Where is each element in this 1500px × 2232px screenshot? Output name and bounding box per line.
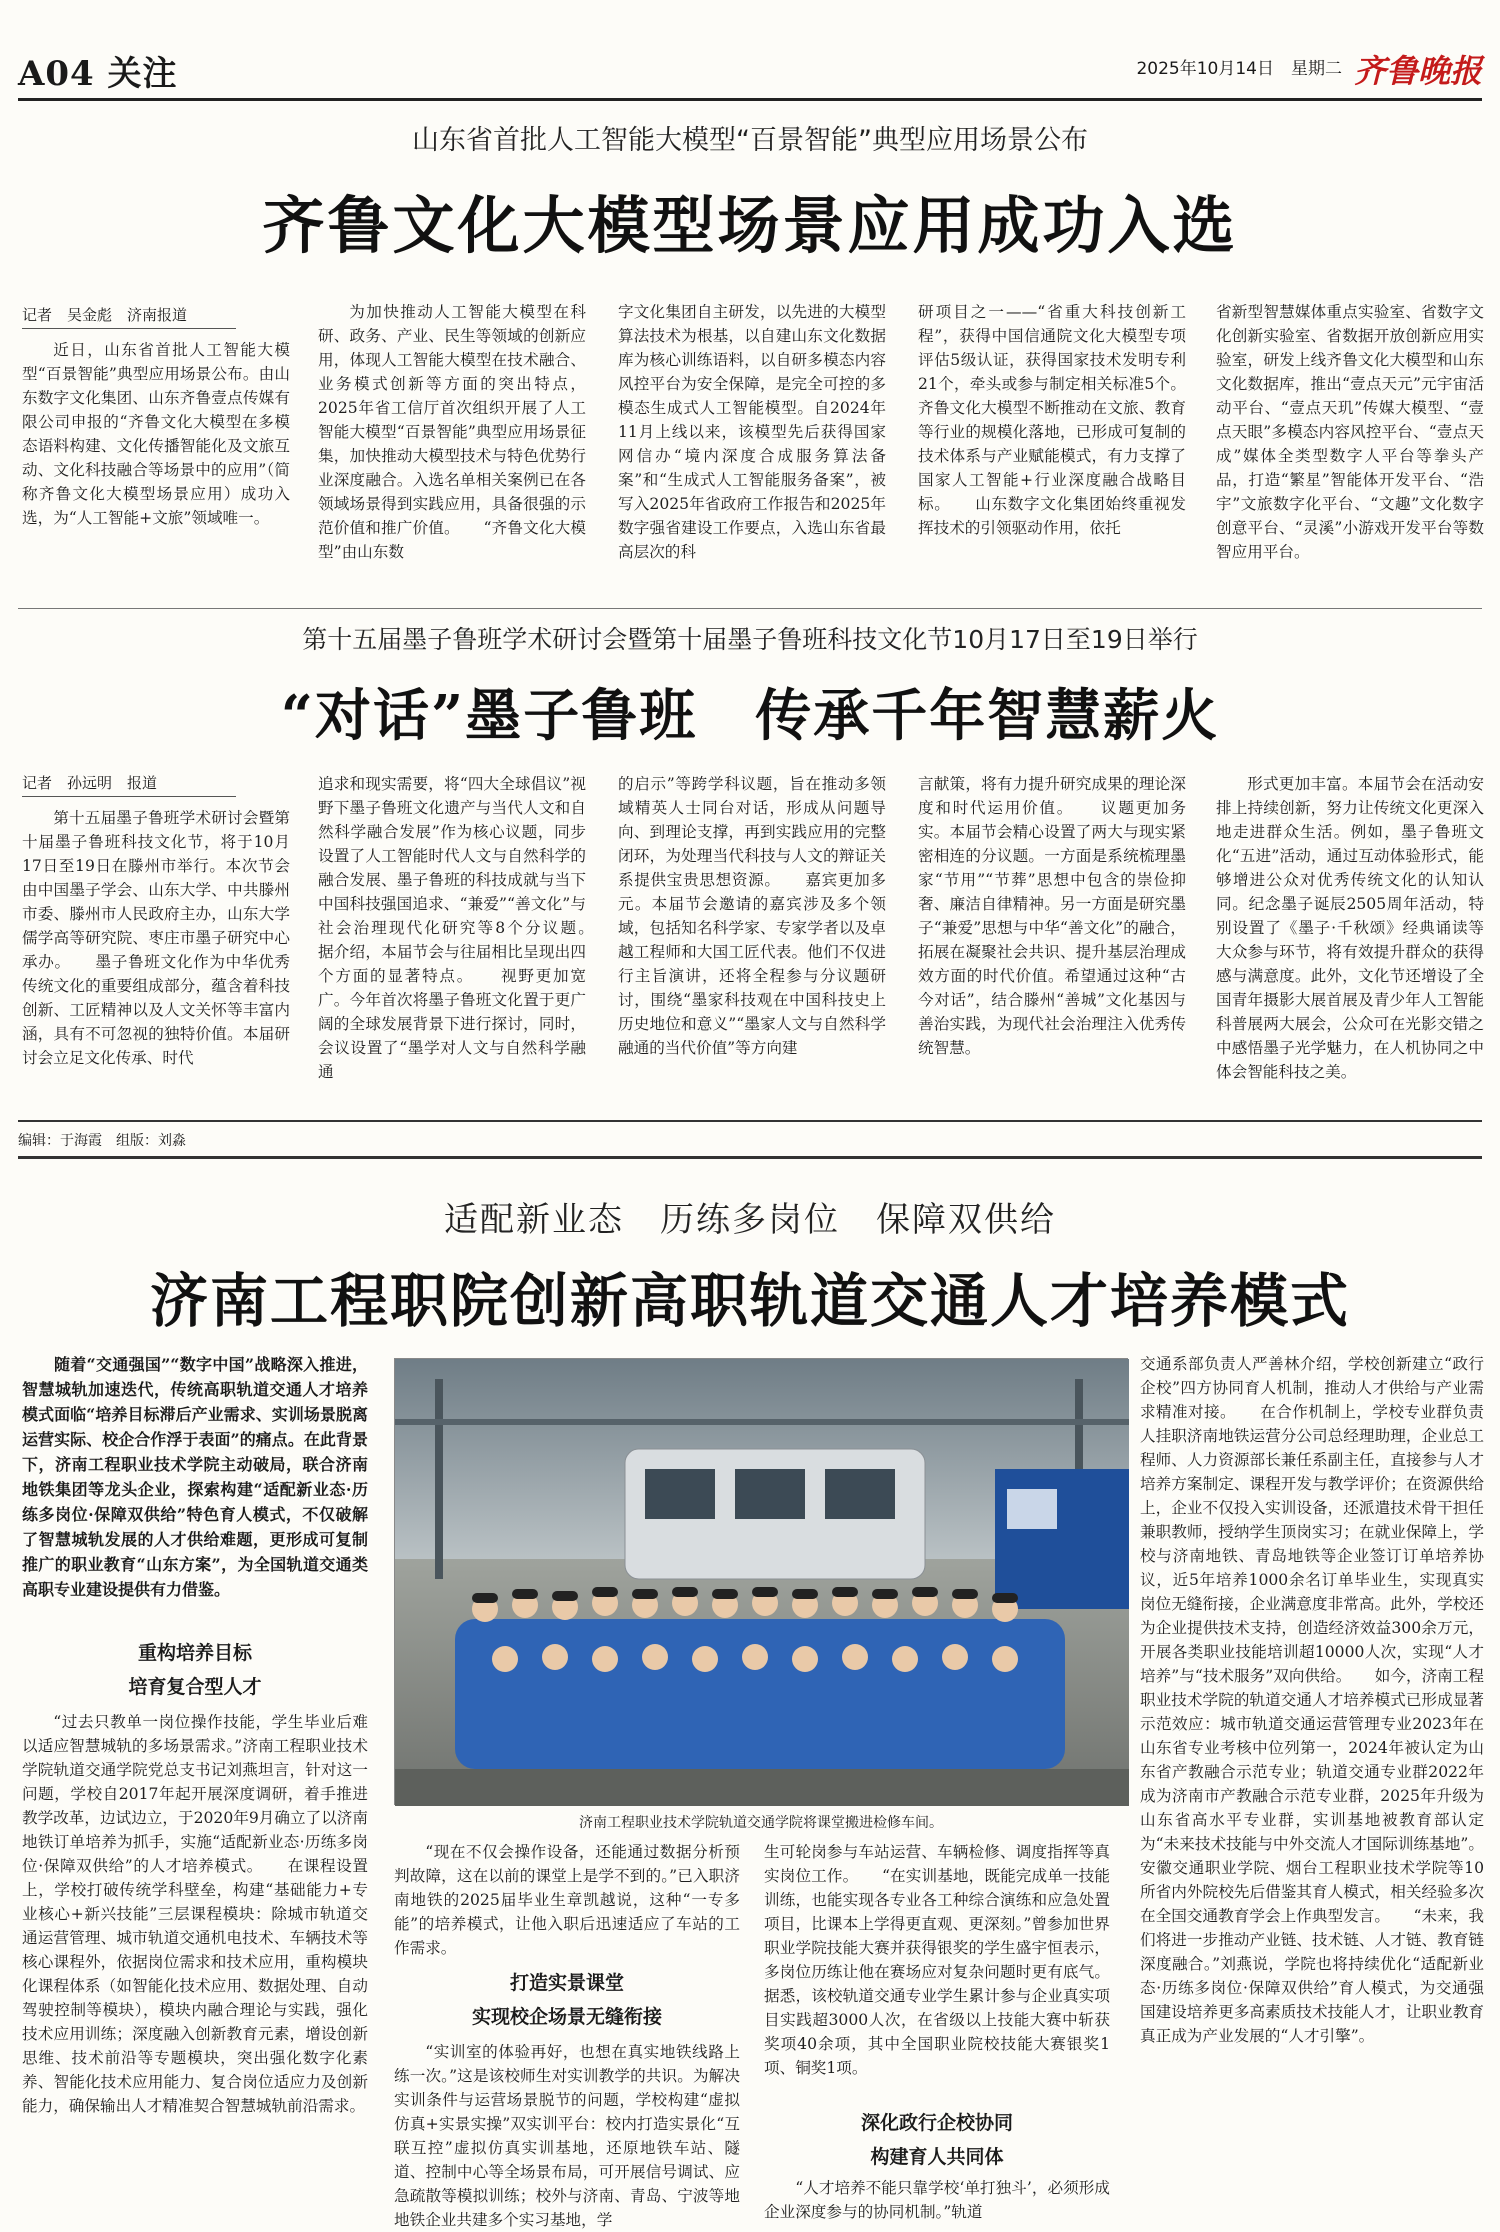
section-rule-2	[18, 1156, 1482, 1159]
section-3-line-1: 深化政行企校协同	[860, 2112, 1013, 2134]
section-1-line-2: 培育复合型人才	[128, 1676, 262, 1698]
story3-subtitle: 适配新业态 历练多岗位 保障双供给	[444, 1200, 1056, 1240]
section-3-line-2: 构建育人共同体	[870, 2146, 1004, 2168]
photo-caption: 济南工程职业技术学院轨道交通学院将课堂搬进检修车间。	[579, 1815, 943, 1831]
story1-column-4: 研项目之一——“省重大科技创新工程”，获得中国信通院文化大模型专项评估5级认证，获得国家技术发明专利21个，牵头或参与制定相关标准5个。齐鲁文化大模型不断推动在文旅、教育等行业的规模化落地，已形成可复制的技术体系与产业赋能模式，有力支撑了国家人工智能+行业深度融合战略目标。 山东数字文化集团始终重视发挥技术的引领驱动作用，依托	[918, 303, 1186, 537]
story2-subtitle: 第十五届墨子鲁班学术研讨会暨第十届墨子鲁班科技文化节10月17日至19日举行	[302, 625, 1198, 654]
story2-column-1: 第十五届墨子鲁班学术研讨会暨第十届墨子鲁班科技文化节，将于10月17日至19日在滕州市举行。本次节会由中国墨子学会、山东大学、中共滕州市委、滕州市人民政府主办，山东大学儒学高等研究院、枣庄市墨子研究中心承办。 墨子鲁班文化作为中华优秀传统文化的重要组成部分，蕴含着科技创新、工匠精神以及人文关怀等丰富内涵，具有不可忽视的独特价值。本届研讨会立足文化传承、时代	[22, 809, 290, 1067]
story3-column-c: 生可轮岗参与车站运营、车辆检修、调度指挥等真实岗位工作。 “在实训基地，既能完成单一技能训练，也能实现各专业各工种综合演练和应急处置项目，比课本上学得更直观、更深刻。”曾参加世界职业学院技能大赛并获得银奖的学生盛宇恒表示，多岗位历练让他在赛场应对复杂问题时更有底气。据悉，该校轨道交通专业学生累计参与企业真实项目实践超3000人次，在省级以上技能大赛中斩获奖项40余项，其中全国职业院校技能大赛银奖1项、铜奖1项。	[764, 1843, 1110, 2077]
story3-column-d: 交通系部负责人严善林介绍，学校创新建立“政行企校”四方协同育人机制，推动人才供给与产业需求精准对接。 在合作机制上，学校专业群负责人挂职济南地铁运营分公司总经理助理，企业总工程师、人力资源部长兼任系副主任，直接参与人才培养方案制定、课程开发与教学评价；在资源供给上，企业不仅投入实训设备，还派遣技术骨干担任兼职教师，授纳学生顶岗实习；在就业保障上，学校与济南地铁、青岛地铁等企业签订订单培养协议，近5年培养1000余名订单毕业生，实现真实岗位无缝衔接，企业满意度非常高。此外，学校还为企业提供技术支持，创造经济效益300余万元，开展各类职业技能培训超10000人次，实现“人才培养”与“技术服务”双向供给。 如今，济南工程职业技术学院的轨道交通人才培养模式已形成显著示范效应：城市轨道交通运营管理专业2023年在山东省专业考核中位列第一，2024年被认定为山东省产教融合示范专业；轨道交通专业群2022年成为济南市产教融合示范专业群，2025年升级为山东省高水平专业群，实训基地被教育部认定为“未来技术技能与中外交流人才国际训练基地”。安徽交通职业学院、烟台工程职业技术学院等10所省内外院校先后借鉴其育人模式，相关经验多次在全国交通教育学会上作典型发言。 “未来，我们将进一步推动产业链、技术链、人才链、教育链深度融合。”刘燕说，学院也将持续优化“适配新业态·历练多岗位·保障双供给”育人模式，为交通强国建设培养更多高素质技术技能人才，让职业教育真正成为产业发展的“人才引擎”。	[1140, 1355, 1484, 2045]
story3-column-b2: “实训室的体验再好，也想在真实地铁线路上练一次。”这是该校师生对实训教学的共识。为解决实训条件与运营场景脱节的问题，学校构建“虚拟仿真+实景实操”双实训平台：校内打造实景化“互联互控”虚拟仿真实训基地，还原地铁车站、隧道、控制中心等全场景布局，可开展信号调试、应急疏散等模拟训练；校外与济南、青岛、宁波等地地铁企业共建多个实习基地，学	[394, 2043, 740, 2229]
story2-column-2: 追求和现实需要，将“四大全球倡议”视野下墨子鲁班文化遗产与当代人文和自然科学融合发展”作为核心议题，同步设置了人工智能时代人文与自然科学的融合发展、墨子鲁班的科技成就与当下中国科技强国追求、“兼爱”“善文化”与社会治理现代化研究等8个分议题。 据介绍，本届节会与往届相比呈现出四个方面的显著特点。 视野更加宽广。今年首次将墨子鲁班文化置于更广阔的全球发展背景下进行探讨，同时，会议设置了“墨学对人文与自然科学融通	[318, 775, 618, 1081]
story3-section-2	[394, 1966, 740, 2034]
story1-byline: 记者 吴金彪 济南报道	[22, 304, 236, 329]
section-2-line-1: 打造实景课堂	[509, 1972, 624, 1994]
news-photo	[394, 1358, 1128, 1805]
story1-title: 齐鲁文化大模型场景应用成功入选	[262, 189, 1238, 262]
story2-byline: 记者 孙远明 报道	[22, 772, 236, 797]
issue-date: 2025年10月14日 星期二	[1136, 59, 1342, 79]
story2-title: “对话”墨子鲁班 传承千年智慧薪火	[280, 683, 1220, 749]
story1-column-1: 近日，山东省首批人工智能大模型“百景智能”典型应用场景公布。由山东数字文化集团、山东齐鲁壹点传媒有限公司申报的“齐鲁文化大模型在多模态语料构建、文化传播智能化及文旅互动、文化科技融合等场景中的应用”（简称齐鲁文化大模型场景应用）成功入选，为“人工智能+文旅”领域唯一。	[22, 341, 290, 527]
story1-column-3: 字文化集团自主研发，以先进的大模型算法技术为根基，以自建山东文化数据库为核心训练语料，以自研多模态内容风控平台为安全保障，是完全可控的多模态生成式人工智能模型。自2024年11月上线以来，该模型先后获得国家网信办“境内深度合成服务算法备案”和“生成式人工智能服务备案”，被写入2025年省政府工作报告和2025年数字强省建设工作要点，入选山东省最高层次的科	[618, 303, 886, 561]
story1-column-2: 为加快推动人工智能大模型在科研、政务、产业、民生等领域的创新应用，体现人工智能大模型在技术融合、业务模式创新等方面的突出特点，2025年省工信厅首次组织开展了人工智能大模型“百景智能”典型应用场景征集，加快推动大模型技术与特色优势行业深度融合。入选名单相关案例已在各领域场景得到实践应用，具备很强的示范价值和推广价值。 “齐鲁文化大模型”由山东数	[318, 303, 586, 561]
newspaper-logo: 齐鲁晚报	[1353, 52, 1482, 90]
editor-credit: 编辑：于海霞 组版：刘淼	[18, 1133, 186, 1149]
workshop-photo-illustration	[395, 1359, 1129, 1806]
story3-lead: 随着“交通强国”“数字中国”战略深入推进，智慧城轨加速迭代，传统高职轨道交通人才培养模式面临“培养目标滞后产业需求、实训场景脱离运营实际、校企合作浮于表面”的痛点。在此背景下，济南工程职业技术学院主动破局，联合济南地铁集团等龙头企业，探索构建“适配新业态·历练多岗位·保障双供给”特色育人模式，不仅破解了智慧城轨发展的人才供给难题，更形成可复制推广的职业教育“山东方案”，为全国轨道交通类高职专业建设提供有力借鉴。	[22, 1355, 368, 1599]
section-1-line-1: 重构培养目标	[137, 1642, 252, 1664]
story3-title: 济南工程职院创新高职轨道交通人才培养模式	[149, 1267, 1350, 1335]
top-rule	[18, 98, 1482, 101]
story2-column-4: 言献策，将有力提升研究成果的理论深度和时代运用价值。 议题更加务实。本届节会精心设置了两大与现实紧密相连的分议题。一方面是系统梳理墨家“节用”“节葬”思想中包含的崇俭抑奢、廉洁自律精神。另一方面是研究墨子“兼爱”思想与中华“善文化”的融合，拓展在凝聚社会共识、提升基层治理成效方面的时代价值。希望通过这种“古今对话”，结合滕州“善城”文化基因与善治实践，为现代社会治理注入优秀传统智慧。	[918, 775, 1186, 1057]
story3-section-3	[764, 2106, 1110, 2174]
divider	[18, 608, 1482, 609]
section-rule	[18, 1120, 1482, 1122]
story3-column-a: “过去只教单一岗位操作技能，学生毕业后难以适应智慧城轨的多场景需求。”济南工程职业技术学院轨道交通学院党总支书记刘燕坦言，针对这一问题，学校自2017年起开展深度调研，着手推进教学改革，边试边立，于2020年9月确立了以济南地铁订单培养为抓手，实施“适配新业态·历练多岗位·保障双供给”的人才培养模式。 在课程设置上，学校打破传统学科壁垒，构建“基础能力+专业核心+新兴技能”三层课程模块：除城市轨道交通运营管理、城市轨道交通机电技术、车辆技术等核心课程外，依据岗位需求和技术应用，重构模块化课程体系（如智能化技术应用、数据处理、自动驾驶控制等模块），模块内融合理论与实践，强化技术应用训练；深度融入创新教育元素，增设创新思维、技术前沿等专题模块，突出强化数字化素养、智能化技术应用能力、复合岗位适应力及创新能力，确保输出人才精准契合智慧城轨前沿需求。	[22, 1713, 368, 2115]
section-2-line-2: 实现校企场景无缝衔接	[471, 2006, 662, 2028]
story2-column-5: 形式更加丰富。本届节会在活动安排上持续创新，努力让传统文化更深入地走进群众生活。例如，墨子鲁班文化“五进”活动，通过互动体验形式，能够增进公众对优秀传统文化的认知认同。纪念墨子诞辰2505周年活动，特别设置了《墨子·千秋颂》经典诵读等大众参与环节，将有效提升群众的获得感与满意度。此外，文化节还增设了全国青年摄影大展首展及青少年人工智能科普展两大展会，公众可在光影交错之中感悟墨子光学魅力，在人机协同之中体会智能科技之美。	[1216, 775, 1484, 1081]
page-number: A04 关注	[18, 54, 178, 94]
masthead	[18, 46, 1482, 96]
story2-column-3: 的启示”等跨学科议题，旨在推动多领域精英人士同台对话，形成从问题导向、到理论支撑，再到实践应用的完整闭环，为处理当代科技与人文的辩证关系提供宝贵思想资源。 嘉宾更加多元。本届节会邀请的嘉宾涉及多个领域，包括知名科学家、专家学者以及卓越工程师和大国工匠代表。他们不仅进行主旨演讲，还将全程参与分议题研讨，围绕“墨家科技观在中国科技史上历史地位和意义”“墨家人文与自然科学融通的当代价值”等方向建	[618, 775, 886, 1057]
story3-column-c2: “人才培养不能只靠学校‘单打独斗’，必须形成企业深度参与的协同机制。”轨道	[764, 2179, 1110, 2221]
story3-section-1	[22, 1636, 368, 1704]
story3-column-b: “现在不仅会操作设备，还能通过数据分析预判故障，这在以前的课堂上是学不到的。”已入职济南地铁的2025届毕业生章凯越说，这种“一专多能”的培养模式，让他入职后迅速适应了车站的工作需求。	[394, 1843, 740, 1957]
story1-subtitle: 山东省首批人工智能大模型“百景智能”典型应用场景公布	[412, 125, 1088, 156]
story1-column-5: 省新型智慧媒体重点实验室、省数字文化创新实验室、省数据开放创新应用实验室，研发上线齐鲁文化大模型和山东文化数据库，推出“壹点天元”元宇宙活动平台、“壹点天玑”传媒大模型、“壹点天眼”多模态内容风控平台、“壹点天成”媒体全类型数字人平台等拳头产品，打造“繁星”智能体开发平台、“浩宇”文旅数字化平台、“文趣”文化数字创意平台、“灵溪”小游戏开发平台等数智应用平台。	[1216, 303, 1484, 561]
